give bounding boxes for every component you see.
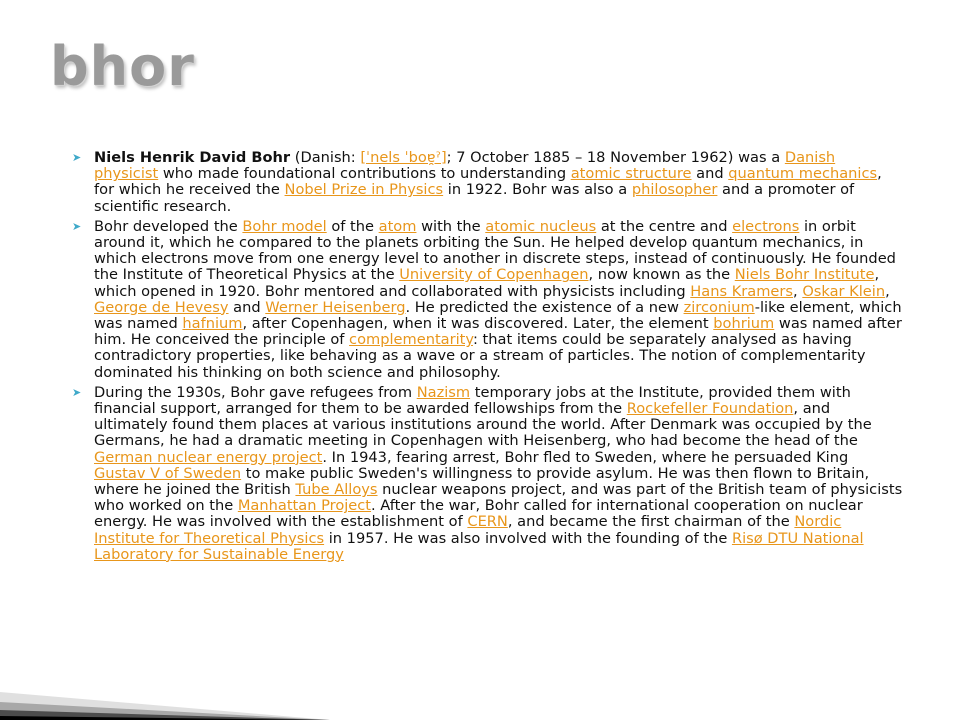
body-text: and — [228, 298, 266, 316]
wiki-link[interactable]: hafnium — [182, 315, 243, 333]
body-text: , and ultimately found them places at various institutions around the world. After Denmark was occupied by the Germans, he had a dramatic meeting in Copenhagen with Heisenberg, who had become the head of the — [94, 400, 872, 450]
wiki-link[interactable]: bohrium — [713, 315, 775, 333]
body-text: temporary jobs at the Institute, provided them with financial support, arranged for them to be awarded fellowships from the — [94, 383, 851, 418]
bullet-item — [72, 219, 904, 381]
wiki-link[interactable]: Nordic Institute for Theoretical Physics — [94, 513, 842, 547]
body-text: , — [793, 282, 803, 300]
wiki-link[interactable]: electrons — [732, 217, 800, 235]
wiki-link[interactable]: zirconium — [683, 298, 755, 316]
body-text: , after Copenhagen, when it was discovered. Later, the element — [242, 315, 714, 333]
body-text: . After the war, Bohr called for international cooperation on nuclear energy. He was involved with the establishment of — [94, 497, 863, 531]
wiki-link[interactable]: Manhattan Project — [237, 497, 372, 515]
wiki-link[interactable]: Danish — [784, 149, 836, 166]
body-text: , and became the first chairman of the — [507, 513, 795, 531]
wiki-link[interactable]: CERN — [467, 513, 508, 531]
body-text: was named after him. He conceived the principle of — [94, 315, 902, 349]
wiki-link[interactable]: atomic nucleus — [485, 217, 597, 235]
wiki-link[interactable]: atomic structure — [570, 165, 692, 183]
wiki-link[interactable]: atom — [378, 217, 417, 235]
body-text: -like element, which was named — [94, 298, 902, 333]
wiki-link[interactable]: quantum mechanics — [728, 165, 878, 183]
body-text: ; 7 October 1885 – 18 November 1962) was a — [446, 149, 785, 166]
wiki-link[interactable]: George de Hevesy — [94, 298, 229, 316]
bullet-item — [72, 150, 904, 215]
wiki-link[interactable]: Gustav V of Sweden — [94, 464, 242, 482]
body-text: , for which he received the — [94, 165, 882, 199]
body-text: (Danish: — [290, 149, 361, 166]
wiki-link[interactable]: Risø DTU National Laboratory for Sustainable Energy — [94, 529, 864, 563]
body-text: , which opened in 1920. Bohr mentored and collaborated with physicists including — [94, 266, 880, 300]
right-arrowhead-icon: ➤ — [72, 151, 82, 164]
body-text: in 1922. Bohr was also a — [443, 181, 632, 199]
subject-name: Niels Henrik David Bohr — [94, 149, 291, 166]
body-text: to make public Sweden's willingness to provide asylum. He was then flown to Britain, where he joined the British — [94, 464, 870, 499]
body-text: : that items could be separately analysed as having contradictory properties, like behaving as a wave or a stream of particles. The notion of complementarity dominated his thinking on both science and philosophy. — [94, 331, 866, 381]
right-arrowhead-icon: ➤ — [72, 219, 82, 233]
wiki-link[interactable]: Niels Bohr Institute — [734, 266, 875, 284]
body-text: at the centre and — [596, 217, 733, 235]
body-text: and — [691, 165, 729, 183]
wiki-link[interactable]: Bohr model — [242, 217, 327, 235]
wiki-link[interactable]: physicist — [94, 165, 159, 183]
body-text: in orbit around it, which he compared to the planets orbiting the Sun. He helped develop quantum mechanics, in which electrons move from one energy level to another in discrete steps, instead of continuously. He founded the Institute of Theoretical Physics at the — [94, 217, 896, 284]
wiki-link[interactable]: [ˈnels ˈboɐ̯ˀ] — [360, 149, 447, 166]
body-text: . He predicted the existence of a new — [405, 298, 684, 316]
body-text: Bohr developed the — [94, 217, 243, 235]
wiki-link[interactable]: Nobel Prize in Physics — [284, 181, 444, 199]
wiki-link[interactable]: Rockefeller Foundation — [626, 400, 794, 418]
body-text: . In 1943, fearing arrest, Bohr fled to Sweden, where he persuaded King — [322, 448, 849, 466]
wiki-link[interactable]: philosopher — [631, 181, 718, 199]
body-text: and a promoter of scientific research. — [94, 181, 855, 215]
bullet-list — [72, 150, 904, 567]
body-text: , — [885, 282, 890, 300]
wiki-link[interactable]: Hans Kramers — [690, 282, 794, 300]
wiki-link[interactable]: University of Copenhagen — [399, 266, 589, 284]
body-text: of the — [326, 217, 379, 235]
slide-title: bhor — [50, 35, 195, 98]
corner-decoration — [0, 630, 330, 720]
wiki-link[interactable]: Oskar Klein — [802, 282, 886, 300]
body-text: in 1957. He was also involved with the founding of the — [324, 529, 732, 547]
wiki-link[interactable]: complementarity — [349, 331, 473, 349]
wiki-link[interactable]: Tube Alloys — [295, 481, 378, 499]
right-arrowhead-icon: ➤ — [72, 385, 82, 399]
body-text: who made foundational contributions to understanding — [158, 165, 571, 183]
wiki-link[interactable]: Werner Heisenberg — [265, 298, 406, 316]
body-text: nuclear weapons project, and was part of the British team of physicists who worked on the — [94, 481, 903, 515]
bullet-item — [72, 385, 904, 563]
body-text: , now known as the — [588, 266, 735, 284]
body-text: During the 1930s, Bohr gave refugees from — [94, 383, 417, 401]
wiki-link[interactable]: Nazism — [416, 383, 471, 401]
body-text: with the — [416, 217, 486, 235]
wiki-link[interactable]: German nuclear energy project — [94, 448, 323, 466]
